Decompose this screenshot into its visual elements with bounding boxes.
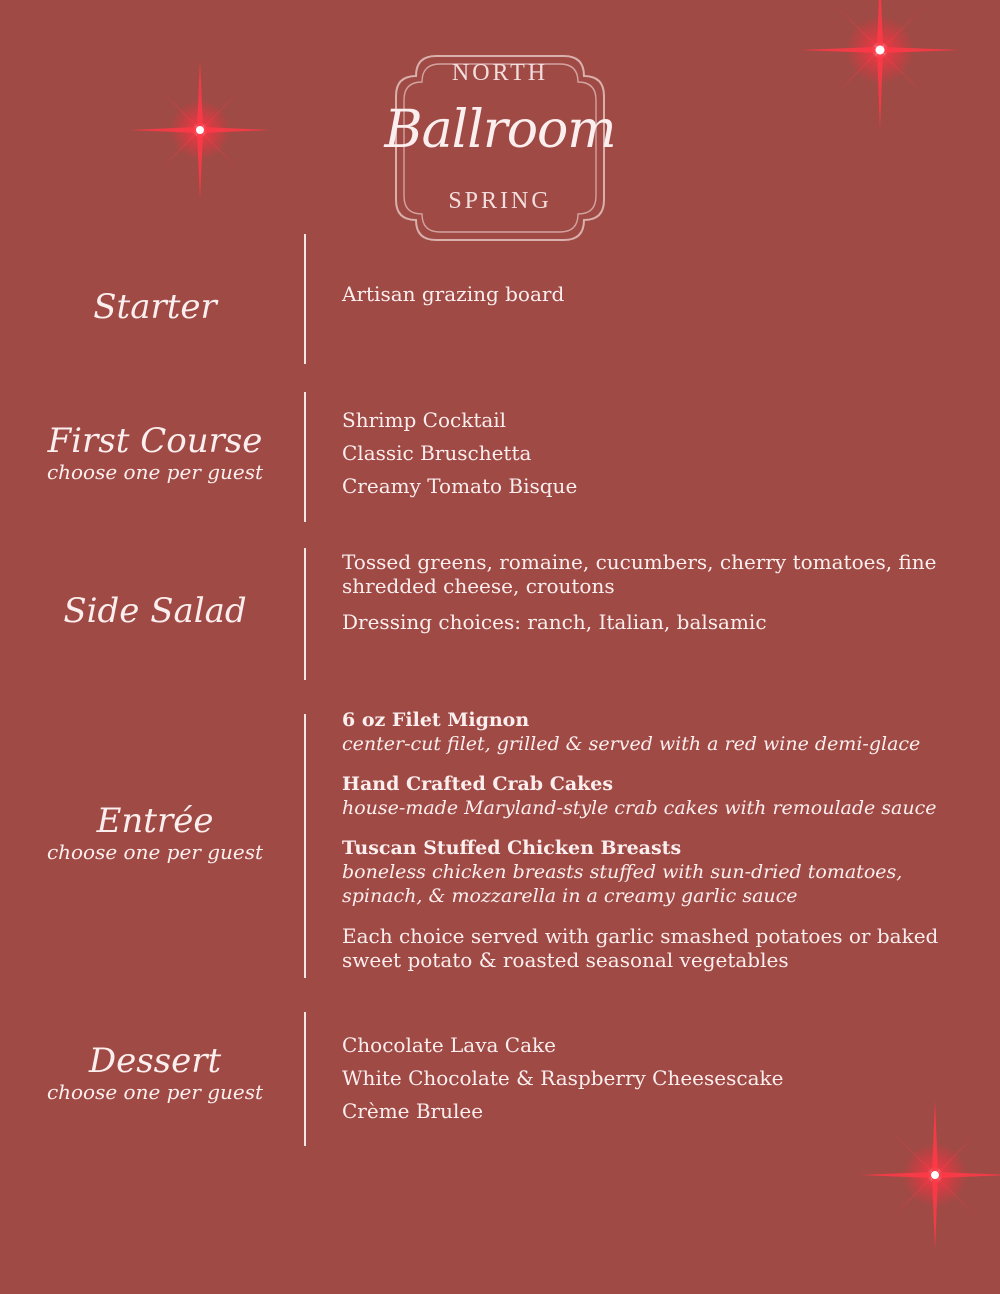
entree-dish [342,708,982,756]
first-course-title: First Course [47,421,263,461]
menu-item: Artisan grazing board [342,282,565,306]
first-course-items [342,404,982,503]
logo-top-word: NORTH [451,60,549,86]
logo-bottom-word: SPRING [448,188,552,214]
menu-item: Crème Brulee [342,1099,484,1123]
entree-note: Each choice served with garlic smashed potatoes or baked sweet potato & roasted seasonal vegetables [342,924,939,972]
entree-dish [342,772,982,820]
side-salad-divider [304,548,306,680]
sparkle-top-right [800,0,960,130]
dish-name: Hand Crafted Crab Cakes [342,773,614,795]
ballroom-logo [372,48,628,248]
entree-heading [20,802,290,864]
starter-title: Starter [93,287,217,327]
starter-divider [304,234,306,364]
dish-description: center-cut filet, grilled & served with a red wine demi-glace [342,733,921,755]
menu-item: Tossed greens, romaine, cucumbers, cherry tomatoes, fine shredded cheese, croutons [342,550,937,598]
entree-dish [342,836,982,908]
menu-item: White Chocolate & Raspberry Cheesescake [342,1066,784,1090]
dessert-items [342,1029,982,1128]
menu-item: Chocolate Lava Cake [342,1033,556,1057]
side-salad-items [342,550,982,634]
dish-description: house-made Maryland-style crab cakes with remoulade sauce [342,797,937,819]
menu-item: Shrimp Cocktail [342,408,507,432]
starter-heading [20,288,290,326]
first-course-divider [304,392,306,522]
dish-name: 6 oz Filet Mignon [342,709,530,731]
sparkle-top-left [130,60,270,200]
starter-items [342,278,982,311]
dessert-heading [20,1042,290,1104]
logo-script-word: Ballroom [384,100,616,160]
dish-name: Tuscan Stuffed Chicken Breasts [342,837,682,859]
first-course-subtitle: choose one per guest [46,460,264,484]
menu-item: Creamy Tomato Bisque [342,474,578,498]
dessert-title: Dessert [88,1041,222,1081]
side-salad-heading [20,592,290,630]
menu-item: Classic Bruschetta [342,441,532,465]
first-course-heading [20,422,290,484]
entree-title: Entrée [96,801,214,841]
dessert-subtitle: choose one per guest [46,1080,264,1104]
entree-subtitle: choose one per guest [46,840,264,864]
entree-items [342,708,982,972]
dish-description: boneless chicken breasts stuffed with sun-dried tomatoes, spinach, & mozzarella in a creamy garlic sauce [342,861,903,907]
entree-divider [304,714,306,978]
menu-item: Dressing choices: ranch, Italian, balsamic [342,610,767,634]
side-salad-title: Side Salad [63,591,247,631]
dessert-divider [304,1012,306,1146]
